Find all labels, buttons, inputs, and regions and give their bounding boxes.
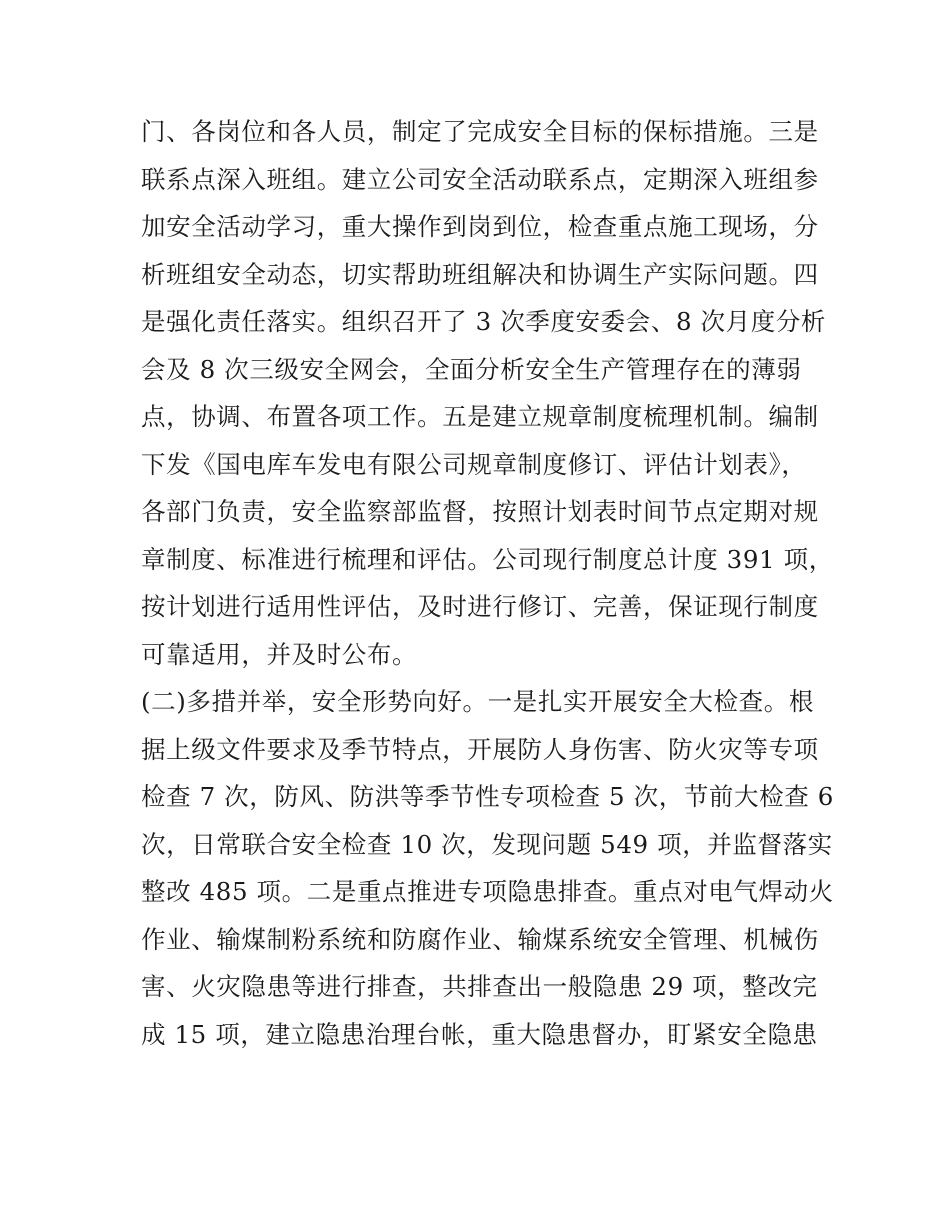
text-line: 按计划进行适用性评估，及时进行修订、完善，保证现行制度 (141, 592, 819, 621)
text-line: 检查 7 次，防风、防洪等季节性专项检查 5 次，节前大检查 6 (141, 782, 834, 811)
text-line: 成 15 项，建立隐患治理台帐，重大隐患督办，盯紧安全隐患 (141, 1019, 818, 1049)
text-line: 可靠适用，并及时公布。 (141, 639, 418, 669)
body-text (141, 108, 834, 1058)
text-line: 下发《国电库车发电有限公司规章制度修订、评估计划表》， (141, 449, 807, 479)
text-line: (二)多措并举，安全形势向好。一是扎实开展安全大检查。根 (141, 687, 814, 716)
text-line: 点，协调、布置各项工作。五是建立规章制度梳理机制。编制 (141, 402, 819, 431)
text-line: 据上级文件要求及季节特点，开展防人身伤害、防火灾等专项 (141, 734, 819, 764)
text-line: 联系点深入班组。建立公司安全活动联系点，定期深入班组参 (141, 164, 819, 194)
text-line: 会及 8 次三级安全网会，全面分析安全生产管理存在的薄弱 (141, 354, 802, 384)
text-line: 次，日常联合安全检查 10 次，发现问题 549 项，并监督落实 (141, 829, 833, 859)
text-line: 加安全活动学习，重大操作到岗到位，检查重点施工现场，分 (141, 212, 819, 241)
text-line: 是强化责任落实。组织召开了 3 次季度安委会、8 次月度分析 (141, 307, 827, 336)
text-line: 整改 485 项。二是重点推进专项隐患排查。重点对电气焊动火 (141, 877, 834, 906)
text-line: 章制度、标准进行梳理和评估。公司现行制度总计度 391 项， (141, 544, 834, 574)
text-line: 析班组安全动态，切实帮助班组解决和协调生产实际问题。四 (141, 259, 819, 289)
text-line: 门、各岗位和各人员，制定了完成安全目标的保标措施。三是 (141, 117, 819, 146)
text-line: 各部门负责，安全监察部监督，按照计划表时间节点定期对规 (141, 497, 819, 526)
text-line: 作业、输煤制粉系统和防腐作业、输煤系统安全管理、机械伤 (141, 924, 819, 954)
text-line: 害、火灾隐患等进行排查，共排查出一般隐患 29 项，整改完 (141, 972, 818, 1001)
